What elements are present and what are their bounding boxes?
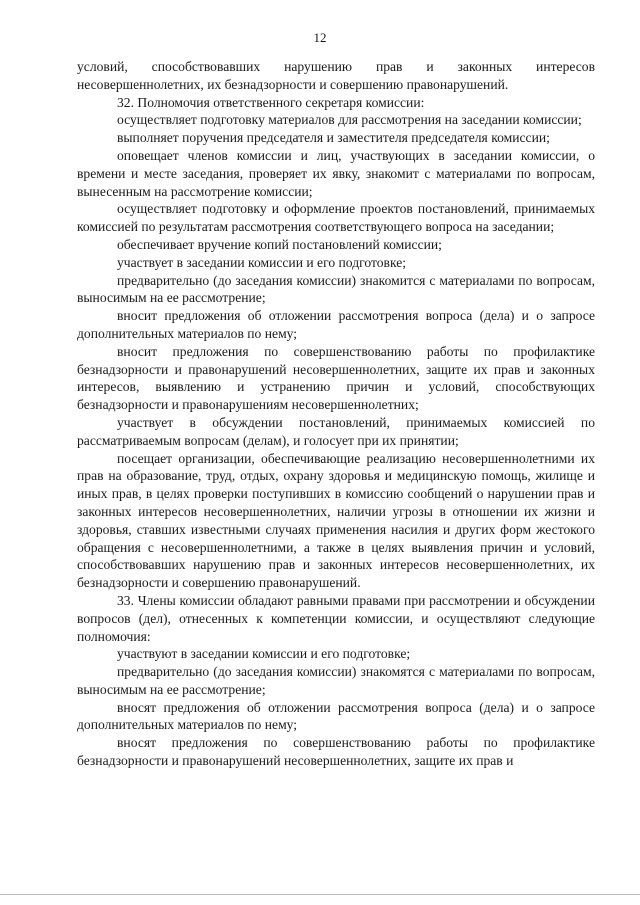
paragraph: участвует в заседании комиссии и его подготовке; [117, 254, 407, 270]
page-bottom-edge [0, 894, 640, 895]
paragraph: вносят предложения по совершенствованию работы по профилактике безнадзорности и правонарушений несовершеннолетних, защите их прав и [77, 735, 595, 769]
paragraph: осуществляет подготовку материалов для рассмотрения на заседании комиссии; [117, 112, 582, 128]
document-body [77, 58, 595, 770]
paragraph: вносит предложения по совершенствованию работы по профилактике безнадзорности и правонарушений несовершеннолетних, защите их прав и законных интересов, выявлению и устранению причин и условий, способствующих безнадзорности и правонарушениям несовершеннолетних; [77, 343, 595, 413]
paragraph: выполняет поручения председателя и заместителя председателя комиссии; [117, 130, 550, 146]
section-heading-32: 32. Полномочия ответственного секретаря комиссии: [117, 94, 425, 110]
paragraph: оповещает членов комиссии и лиц, участвующих в заседании комиссии, о времени и месте заседания, проверяет их явку, знакомит с материалами по вопросам, вынесенным на рассмотрение комиссии; [77, 147, 595, 199]
paragraph: осуществляет подготовку и оформление проектов постановлений, принимаемых комиссией по результатам рассмотрения соответствующего вопроса на заседании; [77, 201, 595, 235]
page-number: 12 [313, 30, 327, 45]
paragraph: посещает организации, обеспечивающие реализацию несовершеннолетними их прав на образование, труд, отдых, охрану здоровья и медицинскую помощь, жилище и иных прав, в целях проверки поступивших в комиссию сообщений о нарушении прав и законных интересов несовершеннолетних, наличии угрозы в отношении их жизни и здоровья, ставших известными случаях применения насилия и других форм жестокого обращения с несовершеннолетними, а также в целях выявления причин и условий, способствовавших нарушению прав и законных интересов несовершеннолетних, их безнадзорности и совершению правонарушений. [77, 450, 595, 591]
paragraph-continuation: условий, способствовавших нарушению прав и законных интересов несовершеннолетних, их безнадзорности и совершению правонарушений. [77, 59, 595, 92]
paragraph: участвует в обсуждении постановлений, принимаемых комиссией по рассматриваемым вопросам (делам), и голосует при их принятии; [77, 414, 595, 448]
section-heading-33: 33. Члены комиссии обладают равными правами при рассмотрении и обсуждении вопросов (дел), отнесенных к компетенции комиссии, и осуществляют следующие полномочия: [77, 592, 595, 644]
paragraph: участвуют в заседании комиссии и его подготовке; [117, 646, 411, 662]
paragraph: вносит предложения об отложении рассмотрения вопроса (дела) и о запросе дополнительных материалов по нему; [77, 308, 595, 341]
paragraph: вносят предложения об отложении рассмотрения вопроса (дела) и о запросе дополнительных материалов по нему; [77, 699, 595, 733]
paragraph: предварительно (до заседания комиссии) знакомятся с материалами по вопросам, выносимым на ее рассмотрение; [77, 664, 595, 697]
paragraph: обеспечивает вручение копий постановлений комиссии; [117, 236, 442, 252]
paragraph: предварительно (до заседания комиссии) знакомится с материалами по вопросам, выносимым на ее рассмотрение; [77, 272, 595, 306]
